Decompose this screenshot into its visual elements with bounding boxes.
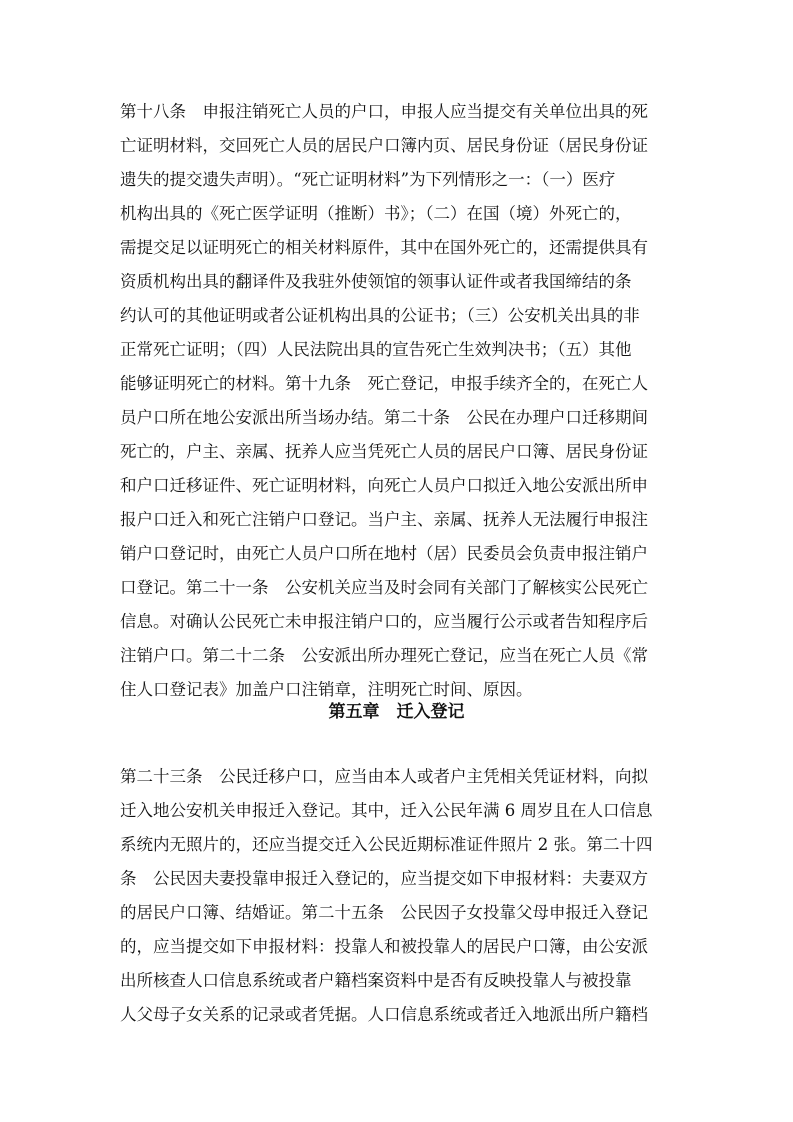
text-line: 销户口登记时，由死亡人员户口所在地村（居）民委员会负责申报注销户 (120, 544, 648, 563)
text-line: 系统内无照片的，还应当提交迁入公民近期标准证件照片 2 张。第二十四 (120, 835, 653, 854)
text-line: 亡证明材料，交回死亡人员的居民户口簿内页、居民身份证（居民身份证 (120, 136, 648, 155)
text-line: 住人口登记表》加盖户口注销章，注明死亡时间、原因。 (120, 680, 533, 699)
text-line: 的居民户口簿、结婚证。第二十五条 公民因子女投靠父母申报迁入登记 (120, 903, 648, 922)
text-line: 死亡的，户主、亲属、抚养人应当凭死亡人员的居民户口簿、居民身份证 (120, 442, 648, 461)
text-line: 正常死亡证明；（四）人民法院出具的宣告死亡生效判决书；（五）其他 (120, 340, 632, 359)
text-line: 能够证明死亡的材料。第十九条 死亡登记，申报手续齐全的，在死亡人 (120, 374, 648, 393)
chapter-heading: 第五章 迁入登记 (328, 702, 465, 722)
text-line: 信息。对确认公民死亡未申报注销户口的，应当履行公示或者告知程序后 (120, 612, 648, 631)
text-line: 报户口迁入和死亡注销户口登记。当户主、亲属、抚养人无法履行申报注 (120, 510, 648, 529)
text-line: 注销户口。第二十二条 公安派出所办理死亡登记，应当在死亡人员《常 (120, 646, 648, 665)
text-line: 人父母子女关系的记录或者凭据。人口信息系统或者迁入地派出所户籍档 (120, 1005, 648, 1024)
text-line: 条 公民因夫妻投靠申报迁入登记的，应当提交如下申报材料：夫妻双方 (120, 869, 648, 888)
text-line: 和户口迁移证件、死亡证明材料，向死亡人员户口拟迁入地公安派出所申 (120, 476, 648, 495)
text-line: 出所核查人口信息系统或者户籍档案资料中是否有反映投靠人与被投靠 (120, 971, 632, 990)
text-line: 资质机构出具的翻译件及我驻外使领馆的领事认证件或者我国缔结的条 (120, 272, 632, 291)
text-line: 的，应当提交如下申报材料：投靠人和被投靠人的居民户口簿，由公安派 (120, 937, 648, 956)
text-line: 第十八条 申报注销死亡人员的户口，申报人应当提交有关单位出具的死 (120, 102, 648, 121)
text-line: 遗失的提交遗失声明）。“死亡证明材料”为下列情形之一：（一）医疗 (120, 170, 616, 189)
text-line: 迁入地公安机关申报迁入登记。其中，迁入公民年满 6 周岁且在人口信息 (120, 801, 653, 820)
text-line: 口登记。第二十一条 公安机关应当及时会同有关部门了解核实公民死亡 (120, 578, 648, 597)
paragraph-article-18-22 (120, 95, 676, 707)
text-line: 机构出具的《死亡医学证明（推断）书》；（二）在国（境）外死亡的， (120, 204, 632, 223)
text-line: 第二十三条 公民迁移户口，应当由本人或者户主凭相关凭证材料，向拟 (120, 767, 648, 786)
text-line: 需提交足以证明死亡的相关材料原件，其中在国外死亡的，还需提供具有 (120, 238, 648, 257)
text-line: 约认可的其他证明或者公证机构出具的公证书；（三）公安机关出具的非 (120, 306, 640, 325)
text-line: 员户口所在地公安派出所当场办结。第二十条 公民在办理户口迁移期间 (120, 408, 648, 427)
paragraph-article-23-25 (120, 760, 676, 1032)
